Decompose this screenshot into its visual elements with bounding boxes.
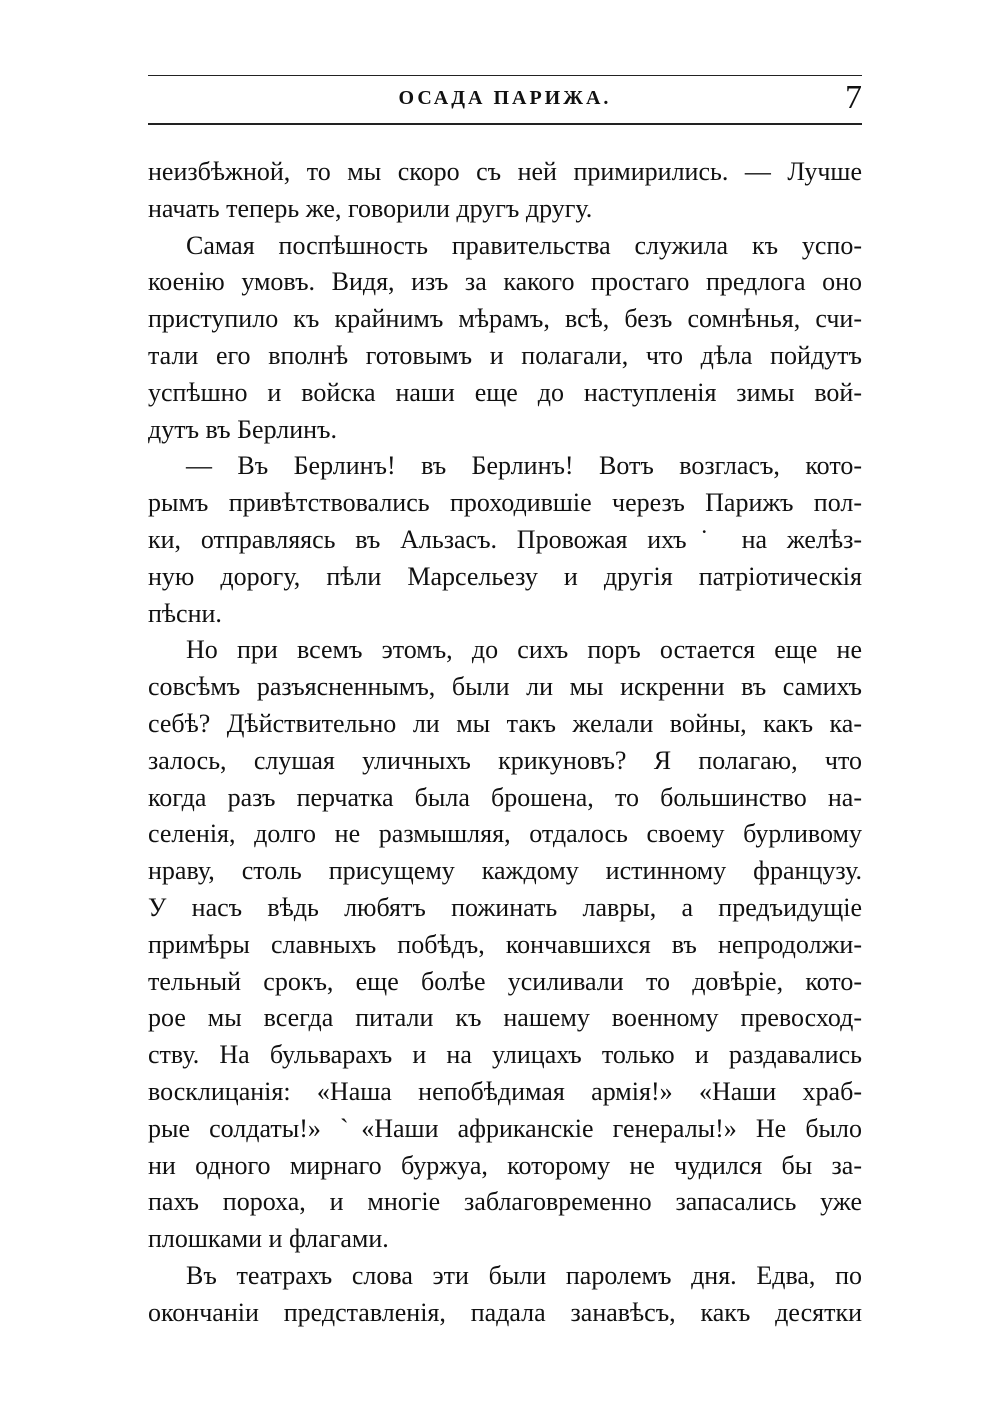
text-line: когда разъ перчатка была брошена, то большинство на- — [148, 782, 862, 812]
page-number: 7 — [845, 79, 862, 116]
text-line: пѣсни. — [148, 598, 222, 628]
text-line: приступило къ крайнимъ мѣрамъ, всѣ, безъ сомнѣнья, счи- — [148, 304, 862, 334]
body-text — [148, 154, 862, 1332]
text-line: совсѣмъ разъясненнымъ, были ли мы искренни въ самихъ — [148, 672, 862, 702]
text-line: плошками и флагами. — [148, 1224, 389, 1254]
text-line: ную дорогу, пѣли Марсельезу и другія патріотическія — [148, 561, 862, 591]
text-line: Но при всемъ этомъ, до сихъ поръ остается еще не — [186, 635, 862, 665]
paragraph — [148, 632, 862, 1258]
text-line: успѣшно и войска наши еще до наступленія зимы вой- — [148, 377, 862, 407]
text-line: коенію умовъ. Видя, изъ за какого простаго предлога оно — [148, 267, 862, 297]
text-line: залось, слушая уличныхъ крикуновъ? Я полагаю, что — [148, 745, 862, 775]
text-line: рые солдаты!» ˋ«Наши африканскіе генералы!» Не было — [148, 1113, 862, 1143]
text-line: рымъ привѣтствовались проходившіе черезъ Парижъ пол- — [148, 488, 862, 518]
text-line: дутъ въ Берлинъ. — [148, 414, 337, 444]
paragraph — [148, 1258, 862, 1332]
paragraph — [148, 228, 862, 449]
text-line: примѣры славныхъ побѣдъ, кончавшихся въ непродолжи- — [148, 929, 862, 959]
text-line: начать теперь же, говорили другъ другу. — [148, 193, 593, 223]
text-line: — Въ Берлинъ! въ Берлинъ! Вотъ возгласъ, кото- — [186, 451, 862, 481]
paragraph — [148, 154, 862, 228]
text-line: У насъ вѣдь любятъ пожинать лавры, а предъидущіе — [148, 892, 862, 922]
text-line: Въ театрахъ слова эти были паролемъ дня. Едва, по — [186, 1260, 862, 1290]
text-line: Самая поспѣшность правительства служила къ успо- — [186, 230, 862, 260]
running-title: ОСАДА ПАРИЖА. — [398, 87, 612, 109]
text-line: ни одного мирнаго буржуа, которому не чудился бы за- — [148, 1150, 862, 1180]
text-line: нраву, столь присущему каждому истинному французу. — [148, 856, 862, 886]
text-line: ки, отправляясь въ Альзасъ. Провожая ихъ˙ на желѣз- — [148, 524, 862, 554]
text-line: себѣ? Дѣйствительно ли мы такъ желали войны, какъ ка- — [148, 708, 862, 738]
paragraph — [148, 448, 862, 632]
text-line: рое мы всегда питали къ нашему военному превосход- — [148, 1003, 862, 1033]
text-line: пахъ пороха, и многіе заблаговременно запасались уже — [148, 1187, 862, 1217]
text-line: тали его вполнѣ готовымъ и полагали, что дѣла пойдутъ — [148, 340, 862, 370]
header-top-rule — [148, 75, 862, 76]
text-line: тельный срокъ, еще болѣе усиливали то довѣріе, кото- — [148, 966, 862, 996]
text-line: окончаніи представленія, падала занавѣсъ, какъ десятки — [148, 1297, 862, 1327]
text-line: неизбѣжной, то мы скоро съ ней примирились. — Лучше — [148, 157, 862, 186]
header-bottom-rule — [148, 123, 862, 125]
text-line: селенія, долго не размышляя, отдалось своему бурливому — [148, 819, 862, 849]
text-line: ству. На бульварахъ и на улицахъ только и раздавались — [148, 1040, 862, 1070]
text-line: восклицанія: «Наша непобѣдимая армія!» «Наши храб- — [148, 1076, 862, 1106]
